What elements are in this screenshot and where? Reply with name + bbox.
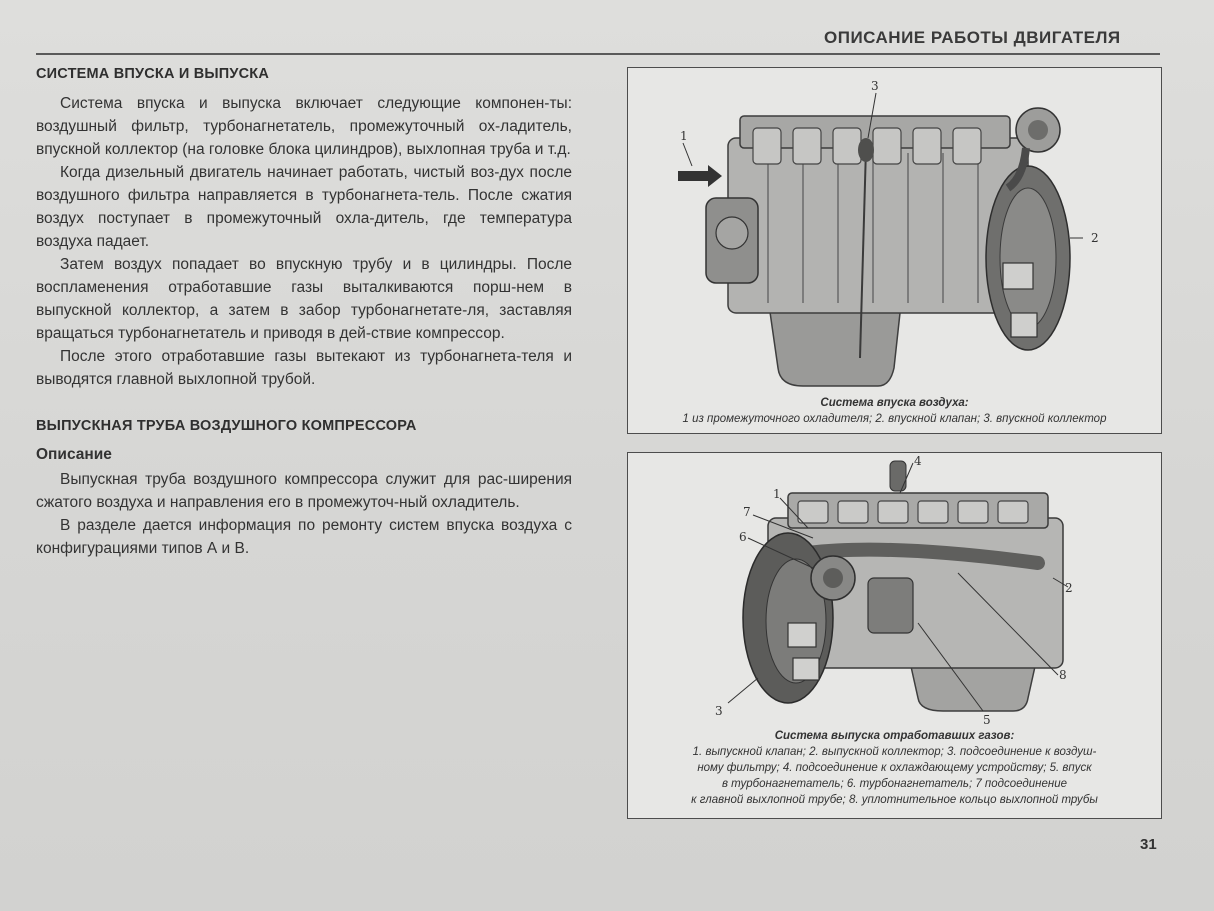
callout-2: 2 (1065, 581, 1073, 595)
paragraph: Затем воздух попадает во впускную трубу и в цилиндры. После воспламенения отработавшие газы выталкиваются порш-нем в выпускной коллектор, а затем в забор турбонагнетате-ля, заставляя вращаться турбонагнетатель и приводя в дей-ствие компрессор. (36, 256, 572, 342)
paragraph: Система впуска и выпуска включает следующие компонен-ты: воздушный фильтр, турбонагнетатель, промежуточный ох-ладитель, впускной коллектор (на головке блока цилиндров), выхлопная труба и т.д. (36, 95, 572, 158)
callout-7: 7 (743, 505, 751, 519)
engine-intake-illustration (628, 68, 1161, 398)
paragraph: Выпускная труба воздушного компрессора служит для рас-ширения сжатого воздуха и направления его в промежуточ-ный охладитель. (36, 471, 572, 511)
section-title-compressor-pipe: ВЫПУСКНАЯ ТРУБА ВОЗДУШНОГО КОМПРЕССОРА (36, 418, 417, 434)
callout-8: 8 (1059, 668, 1067, 682)
callout-3: 3 (715, 704, 723, 718)
subsection-title: Описание (36, 446, 112, 463)
callout-1: 1 (773, 487, 781, 501)
callout-4: 4 (914, 454, 922, 468)
paragraph: В разделе дается информация по ремонту систем впуска воздуха с конфигурациями типов А и В. (36, 517, 572, 557)
figure-caption (632, 395, 1157, 427)
caption-line: 1. выпускной клапан; 2. выпускной коллектор; 3. подсоединение к воздуш- (692, 746, 1097, 758)
figure-caption (632, 728, 1157, 808)
figure-exhaust-system (627, 452, 1162, 819)
caption-title: Система выпуска отработавших газов: (774, 730, 1015, 742)
page-number: 31 (1140, 836, 1157, 853)
callout-2: 2 (1091, 231, 1099, 245)
caption-line: ному фильтру; 4. подсоединение к охлаждающему устройству; 5. впуск (697, 762, 1092, 774)
section-title-intake-exhaust: СИСТЕМА ВПУСКА И ВЫПУСКА (36, 66, 269, 82)
caption-title: Система впуска воздуха: (820, 397, 969, 409)
running-header: ОПИСАНИЕ РАБОТЫ ДВИГАТЕЛЯ (824, 28, 1121, 47)
caption-line: к главной выхлопной трубе; 8. уплотнительное кольцо выхлопной трубы (691, 794, 1098, 806)
callout-3: 3 (871, 79, 879, 93)
paragraph: Когда дизельный двигатель начинает работать, чистый воз-дух после воздушного фильтра направляется в турбонагнета-тель. После сжатия воздух поступает в промежуточный охла-дитель, где температура воздуха падает. (36, 164, 572, 250)
figure-air-intake (627, 67, 1162, 434)
caption-line: в турбонагнетатель; 6. турбонагнетатель; 7 подсоединение (721, 778, 1068, 790)
engine-exhaust-illustration (628, 453, 1161, 728)
caption-text: 1 из промежуточного охладителя; 2. впускной клапан; 3. впускной коллектор (682, 413, 1107, 425)
left-column (36, 62, 572, 560)
callout-5: 5 (983, 713, 991, 727)
callout-1: 1 (680, 129, 688, 143)
callout-6: 6 (739, 530, 747, 544)
header-rule (36, 53, 1160, 55)
paragraph: После этого отработавшие газы вытекают из турбонагнета-теля и выводятся главной выхлопной трубой. (36, 348, 572, 388)
